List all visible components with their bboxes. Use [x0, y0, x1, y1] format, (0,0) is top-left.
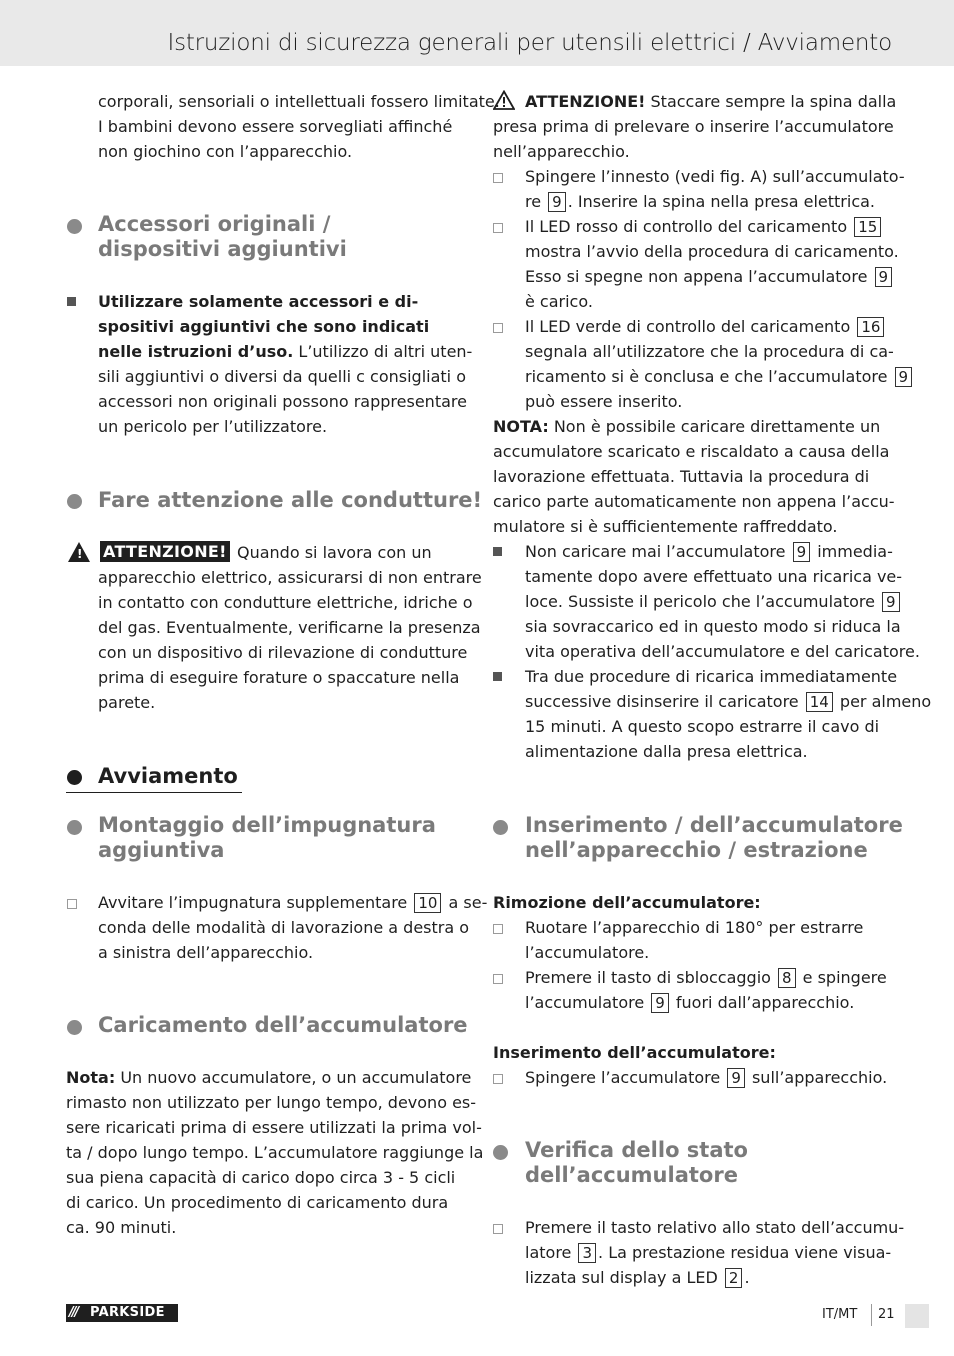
f2-line-4: alimentazione dalla presa elettrica.: [525, 742, 808, 761]
mont-text-a: Avvitare l’impugnatura supplementare: [98, 893, 413, 912]
mont-text-b: a se-: [443, 893, 488, 912]
ref-number: 3: [578, 1243, 596, 1263]
heading-inserimento-2: nell’apparecchio / estrazione: [525, 838, 868, 862]
acc-line-6: un pericolo per l’utilizzatore.: [98, 417, 328, 436]
ref-number: 9: [548, 192, 566, 212]
nota-label: Nota:: [66, 1068, 116, 1087]
checkbox-icon: [67, 899, 77, 909]
s1-line-1: Spingere l’innesto (vedi fig. A) sull’accumulato-: [525, 167, 905, 186]
rim-text-d: fuori dall’apparecchio.: [670, 993, 855, 1012]
nota-line-7: ca. 90 minuti.: [66, 1218, 177, 1237]
logo-stripes-icon: ///: [69, 1305, 78, 1320]
cond-line-3: in contatto con condutture elettriche, idriche o: [98, 593, 473, 612]
mont-line-1: [98, 890, 487, 915]
s3-line-4: può essere inserito.: [525, 392, 683, 411]
rnota-text: Non è possibile caricare direttamente un: [548, 417, 881, 436]
ver-text-c: lizzata sul display a LED: [525, 1268, 723, 1287]
nota-line-1: [66, 1065, 471, 1090]
s3-text-c: ricamento si è conclusa e che l’accumulatore: [525, 367, 893, 386]
att-label: ATTENZIONE!: [525, 92, 646, 111]
checkbox-icon: [493, 924, 503, 934]
rnota-line-1: [493, 414, 880, 439]
nota-line-6: di carico. Un procedimento di caricamento dura: [66, 1193, 449, 1212]
s1-line-2: [525, 189, 875, 214]
rim-line-1: Ruotare l’apparecchio di 180° per estrarre: [525, 918, 864, 937]
intro-line-3: non giochino con l’apparecchio.: [98, 142, 353, 161]
ins-text-a: Spingere l’accumulatore: [525, 1068, 726, 1087]
ref-number: 9: [875, 267, 893, 287]
f1-text-c: loce. Sussiste il pericolo che l’accumulatore: [525, 592, 881, 611]
warning-triangle-icon: !: [68, 542, 90, 562]
ref-number: 14: [806, 692, 833, 712]
bullet-dot-icon: [67, 494, 82, 509]
s3-line-3: [525, 364, 914, 389]
s1-text-a: re: [525, 192, 547, 211]
f1-text-a: Non caricare mai l’accumulatore: [525, 542, 791, 561]
rim-text-b: e spingere: [797, 968, 887, 987]
bullet-square-icon: [493, 547, 502, 556]
rnota-line-5: mulatore si è sufficientemente raffreddato.: [493, 517, 838, 536]
s3-line-2: segnala all’utilizzatore che la procedura di ca-: [525, 342, 894, 361]
footer-divider: [871, 1304, 872, 1326]
rim-line-2: l’accumulatore.: [525, 943, 650, 962]
f2-line-2: [525, 689, 931, 714]
cond-line-2: apparecchio elettrico, assicurarsi di non entrare: [98, 568, 482, 587]
ref-number: 9: [793, 542, 811, 562]
bullet-dot-icon: [67, 219, 82, 234]
f1-line-1: [525, 539, 893, 564]
s1-text-b: . Inserire la spina nella presa elettrica.: [567, 192, 876, 211]
intro-line-1: corporali, sensoriali o intellettuali fossero limitate.: [98, 92, 500, 111]
rimozione-title: Rimozione dell’accumulatore:: [493, 893, 761, 912]
checkbox-icon: [493, 173, 503, 183]
checkbox-icon: [493, 1224, 503, 1234]
s2-text-c: Esso si spegne non appena l’accumulatore: [525, 267, 873, 286]
ver-text-a: latore: [525, 1243, 577, 1262]
mont-line-3: a sinistra dell’apparecchio.: [98, 943, 314, 962]
s2-line-1: [525, 214, 883, 239]
nota-line-4: ta / dopo lungo tempo. L’accumulatore raggiunge la: [66, 1143, 484, 1162]
att-line-1: [525, 89, 896, 114]
ver-line-2: [525, 1240, 891, 1265]
rnota-line-4: carico parte automaticamente non appena l’accu-: [493, 492, 895, 511]
bullet-dot-icon: [67, 820, 82, 835]
bullet-square-icon: [493, 672, 502, 681]
heading-verifica-1: Verifica dello stato: [525, 1138, 748, 1162]
ins-line-1: [525, 1065, 887, 1090]
f1-line-5: vita operativa dell’accumulatore e del caricatore.: [525, 642, 920, 661]
rim-text-a: Premere il tasto di sbloccaggio: [525, 968, 777, 987]
s2-line-2: mostra l’avvio della procedura di caricamento.: [525, 242, 899, 261]
ref-number: 10: [414, 893, 441, 913]
heading-montaggio-1: Montaggio dell’impugnatura: [98, 813, 436, 837]
ver-text-d: .: [744, 1268, 750, 1287]
att-line-3: nell’apparecchio.: [493, 142, 630, 161]
f2-text-b: per almeno: [834, 692, 932, 711]
acc-line-3: [98, 339, 472, 364]
acc-line-5: accessori non originali possono rappresentare: [98, 392, 467, 411]
footer-tab: [905, 1304, 929, 1328]
heading-montaggio-2: aggiuntiva: [98, 838, 225, 862]
nota-line-5: sua piena capacità di carico dopo circa 3 - 5 cicli: [66, 1168, 456, 1187]
logo-text: PARKSIDE: [90, 1305, 165, 1320]
cond-line-4: del gas. Eventualmente, verificarne la presenza: [98, 618, 481, 637]
ref-number: 8: [778, 968, 796, 988]
cond-line-5: con un dispositivo di rilevazione di condutture: [98, 643, 468, 662]
rim-line-3: [525, 965, 887, 990]
heading-accessori-1: Accessori originali /: [98, 212, 331, 236]
f1-line-3: [525, 589, 902, 614]
f2-line-3: 15 minuti. A questo scopo estrarre il cavo di: [525, 717, 880, 736]
mont-line-2: conda delle modalità di lavorazione a destra o: [98, 918, 470, 937]
bullet-dot-icon: [493, 1145, 508, 1160]
nota-line-3: sere ricaricati prima di essere utilizzati la prima vol-: [66, 1118, 482, 1137]
acc-bold: nelle istruzioni d’uso.: [98, 342, 294, 361]
ref-number: 16: [857, 317, 884, 337]
ver-line-3: [525, 1265, 750, 1290]
attenzione-badge: ATTENZIONE!: [100, 541, 230, 562]
ins-text-b: sull’apparecchio.: [746, 1068, 888, 1087]
checkbox-icon: [493, 323, 503, 333]
page-title: Istruzioni di sicurezza generali per utensili elettrici / Avviamento: [167, 30, 892, 56]
s3-text-a: Il LED verde di controllo del caricamento: [525, 317, 856, 336]
page-number: 21: [878, 1307, 895, 1322]
s3-line-1: [525, 314, 886, 339]
acc-line-1: Utilizzare solamente accessori e di-: [98, 292, 419, 311]
footer-locale: IT/MT: [822, 1307, 858, 1322]
ref-number: 9: [882, 592, 900, 612]
acc-line-4: sili aggiuntivi o diversi da quelli c consigliati o: [98, 367, 466, 386]
warning-triangle-icon: [493, 90, 515, 110]
ref-number: 9: [727, 1068, 745, 1088]
f1-text-b: immedia-: [812, 542, 893, 561]
rim-text-c: l’accumulatore: [525, 993, 650, 1012]
cond-line-1: Quando si lavora con un: [237, 543, 432, 562]
rnota-line-2: accumulatore scaricato e riscaldato a causa della: [493, 442, 890, 461]
heading-verifica-2: dell’accumulatore: [525, 1163, 738, 1187]
acc-line-2: spositivi aggiuntivi che sono indicati: [98, 317, 430, 336]
heading-condutture: Fare attenzione alle condutture!: [98, 488, 483, 512]
ref-number: 9: [895, 367, 913, 387]
ref-number: 2: [725, 1268, 743, 1288]
heading-avviamento: Avviamento: [98, 764, 238, 788]
heading-underline: [66, 792, 242, 793]
ref-number: 9: [651, 993, 669, 1013]
s2-line-3: [525, 264, 894, 289]
bullet-dot-icon: [67, 1020, 82, 1035]
f1-line-4: sia sovraccarico ed in questo modo si riduca la: [525, 617, 901, 636]
bullet-square-icon: [67, 297, 76, 306]
att-line-2: presa prima di prelevare o inserire l’accumulatore: [493, 117, 894, 136]
rnota-line-3: lavorazione effettuata. Tuttavia la procedura di: [493, 467, 870, 486]
inserimento-title: Inserimento dell’accumulatore:: [493, 1043, 776, 1062]
ver-line-1: Premere il tasto relativo allo stato dell’accumu-: [525, 1218, 905, 1237]
rnota-label: NOTA:: [493, 417, 549, 436]
checkbox-icon: [493, 974, 503, 984]
f2-line-1: Tra due procedure di ricarica immediatamente: [525, 667, 898, 686]
f1-line-2: tamente dopo avere effettuato una ricarica ve-: [525, 567, 903, 586]
nota-text: Un nuovo accumulatore, o un accumulatore: [115, 1068, 472, 1087]
heading-inserimento-1: Inserimento / dell’accumulatore: [525, 813, 903, 837]
checkbox-icon: [493, 223, 503, 233]
cond-line-7: parete.: [98, 693, 156, 712]
cond-line-6: prima di eseguire forature o spaccature nella: [98, 668, 460, 687]
heading-accessori-2: dispositivi aggiuntivi: [98, 237, 347, 261]
heading-caricamento: Caricamento dell’accumulatore: [98, 1013, 468, 1037]
parkside-logo: [66, 1304, 178, 1322]
bullet-dot-icon: [493, 820, 508, 835]
f2-text-a: successive disinserire il caricatore: [525, 692, 804, 711]
att-text: Staccare sempre la spina dalla: [645, 92, 897, 111]
page-header: [0, 0, 954, 66]
acc-text: L’utilizzo di altri uten-: [293, 342, 473, 361]
checkbox-icon: [493, 1074, 503, 1084]
s2-text-a: Il LED rosso di controllo del caricamento: [525, 217, 853, 236]
nota-line-2: rimasto non utilizzato per lungo tempo, devono es-: [66, 1093, 477, 1112]
rim-line-4: [525, 990, 854, 1015]
intro-line-2: I bambini devono essere sorvegliati affinché: [98, 117, 453, 136]
ver-text-b: . La prestazione residua viene visua-: [598, 1243, 892, 1262]
s2-line-4: è carico.: [525, 292, 593, 311]
bullet-dot-icon: [67, 770, 82, 785]
ref-number: 15: [854, 217, 881, 237]
